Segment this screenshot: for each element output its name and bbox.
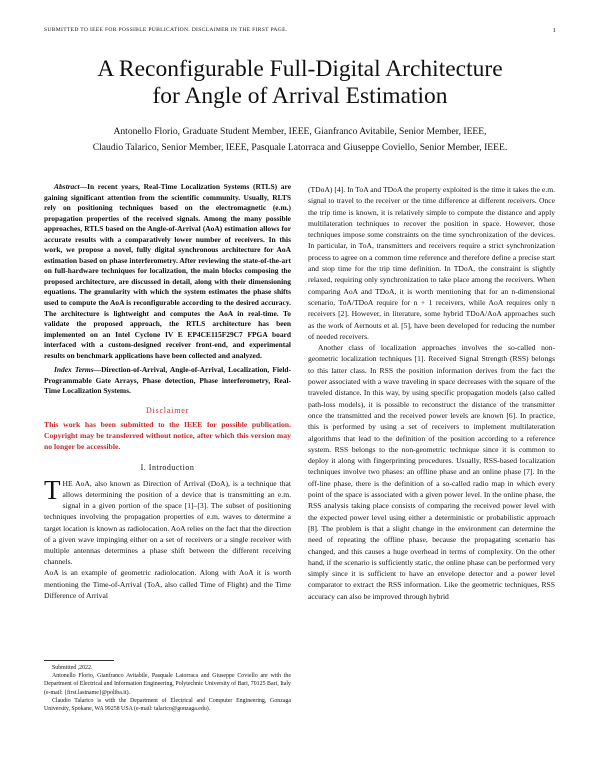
introduction-body xyxy=(44,474,291,601)
drop-cap: T xyxy=(44,474,61,505)
author-list xyxy=(40,124,560,156)
intro-paragraph-1: HE AoA, also known as Direction of Arrival (DoA), is a technique that allows determining the position of a device that is transmitting an e.m. signal in a given portion of the space [1]–[3]. The subset of positioning techniques involving the propagation properties of e.m. waves to determine a target location is known as radiolocation. AoA relies on the fact that the direction of a given wave impinging either on a set of receivers or a single receiver with multiple antennas determines a phase shift between the different receiving channels. xyxy=(44,478,291,567)
authors-line-1: Antonello Florio, Graduate Student Member, IEEE, Gianfranco Avitabile, Senior Member, IEEE, xyxy=(113,126,487,137)
running-header xyxy=(44,27,556,33)
running-head-text: SUBMITTED TO IEEE FOR POSSIBLE PUBLICATION. DISCLAIMER IN THE FIRST PAGE. xyxy=(44,27,288,33)
paper-title xyxy=(0,56,600,110)
index-terms-label: Index Terms— xyxy=(54,365,102,375)
footnote-submitted: Submitted ,2022. xyxy=(52,665,93,671)
intro-paragraph-2: AoA is an example of geometric radiolocation. Along with AoA it is worth mentioning the Time-of-Arrival (ToA, also called Time of Flight) and the Time Difference of Arrival xyxy=(44,568,291,600)
right-paragraph-2: Another class of localization approaches involves the so-called non-geometric localization techniques [1]. Received Signal Strength (RSS) belongs to this latter class. In RSS the position information derives from the fact the power associated with a wave traveling in space decreases with the square of the traveled distance. In this way, by using specific propagation models (also called path-loss models), it is possible to reconstruct the distance of the transmitter once the transmitted and the received power levels are known [6]. In practice, this is performed by using a set of receivers to implement multilateration algorithms that lead to the definition of the position according to a reference system. RSS belongs to the non-geometric technique since it is common to deploy it along with fingerprinting procedures. Usually, RSS-based localization techniques involve two phases: an offline phase and an online phase [7]. In the off-line phase, there is the definition of a so-called radio map in which every point of the space is associated with a given power level. In the online phase, the RSS analysis taking place consists of comparing the received power level with the expected power level using either a deterministic or probabilistic approach [8]. The problem is that a slight change in the environment can determine the need of repeating the offline phase, because the propagating scenario has changed, and this causes a huge overhead in terms of complexity. On the other hand, if the scenario is sufficiently static, the online phase can be performed very simply since it is sufficient to have an envelope detector and a power level comparator to extract the RSS information. Like the geometric techniques, RSS accuracy can also be improved through hybrid xyxy=(308,343,555,601)
footnote-affiliation-2: Claudio Talarico is with the Department of Electrical and Computer Engineering, Gonzaga University, Spokane, WA 99258 USA (e-mail: talarico@gonzaga.edu). xyxy=(44,697,291,713)
disclaimer-heading: Disclaimer xyxy=(145,405,190,415)
authors-line-2: Claudio Talarico, Senior Member, IEEE, Pasquale Latorraca and Giuseppe Coviello, Senior Member, IEEE. xyxy=(92,142,508,153)
footnote-rule xyxy=(44,660,114,661)
right-paragraph-1: (TDoA) [4]. In ToA and TDoA the property exploited is the time it takes the e.m. signal to travel to the receiver or the time difference at different receivers. Once the trip time is known, it is relatively simple to compute the distance and apply multilateration techniques to recover the position in space. However, those techniques impose some constraints on the time synchronization of the devices. In particular, in ToA, transmitters and receivers require a strict synchronization process to agree on a common time reference and therefore define a precise start and stop time for the trip time definition. In TDoA, the constraint is slightly relaxed, requiring only synchronization to take place among the receivers. When comparing AoA and TDoA, it is worth mentioning that for an n-dimensional scenario, ToA/TDoA require for n + 1 receivers, while AoA requires only n receivers [2]. However, in literature, some hybrid TDoA/AoA approaches such as the work of Aernouts et al. [5], have been developed for reducing the number of needed receivers. xyxy=(308,185,555,341)
footnotes xyxy=(44,664,291,713)
index-terms-text: Direction-of-Arrival, Angle-of-Arrival, Localization, Field-Programmable Gate Arrays, Phase detection, Phase interferometry, Real-Time Localization Systems. xyxy=(44,365,291,396)
title-line-1: A Reconfigurable Full-Digital Architecture xyxy=(97,56,503,82)
abstract-label: Abstract— xyxy=(54,182,88,191)
left-column xyxy=(44,182,291,601)
index-terms xyxy=(44,365,291,397)
page-number: 1 xyxy=(552,27,556,34)
disclaimer-text: This work has been submitted to the IEEE for possible publication. Copyright may be transferred without notice, after which this version may no longer be accessible. xyxy=(44,420,291,451)
section-heading-introduction: I. Introduction xyxy=(140,463,195,473)
abstract-text: In recent years, Real-Time Localization Systems (RTLS) are gaining significant attention from the scientific community. Usually, RLTS rely on positioning techniques based on the electromagnetic (e.m.) propagation properties of the received signals. Among the many possible approaches, RTLS based on the Angle-of-Arrival (AoA) estimation allows for accurate results with a comparatively lower number of receivers. In this work, we propose a novel, fully digital synchronous architecture for AoA estimation based on phase interferometry. After reviewing the state-of-the-art on full-hardware techniques for localization, the main blocks composing the proposed architecture, are discussed in detail, along with their dimensioning equations. The granularity with which the system estimates the phase shifts used to compute the AoA is reconfigurable according to the desired accuracy. The architecture is lightweight and computes the AoA in real-time. To validate the proposed approach, the RTLS architecture has been implemented on an Intel Cyclone IV E EP4CE115F29C7 FPGA board interfaced with a custom-designed receiver front-end, and experimental results on benchmark applications have been collected and analyzed. xyxy=(44,182,291,360)
abstract xyxy=(44,182,291,361)
title-line-2: for Angle of Arrival Estimation xyxy=(152,83,448,109)
footnote-affiliation-1: Antonello Florio, Gianfranco Avitabile, Pasquale Latorraca and Giuseppe Coviello are with the Department of Electrical and Information Engineering, Polytechnic University of Bari, 70125 Bari, Italy (e-mail: {first.lastname}@poliba.it). xyxy=(44,673,291,696)
right-column xyxy=(308,184,555,602)
